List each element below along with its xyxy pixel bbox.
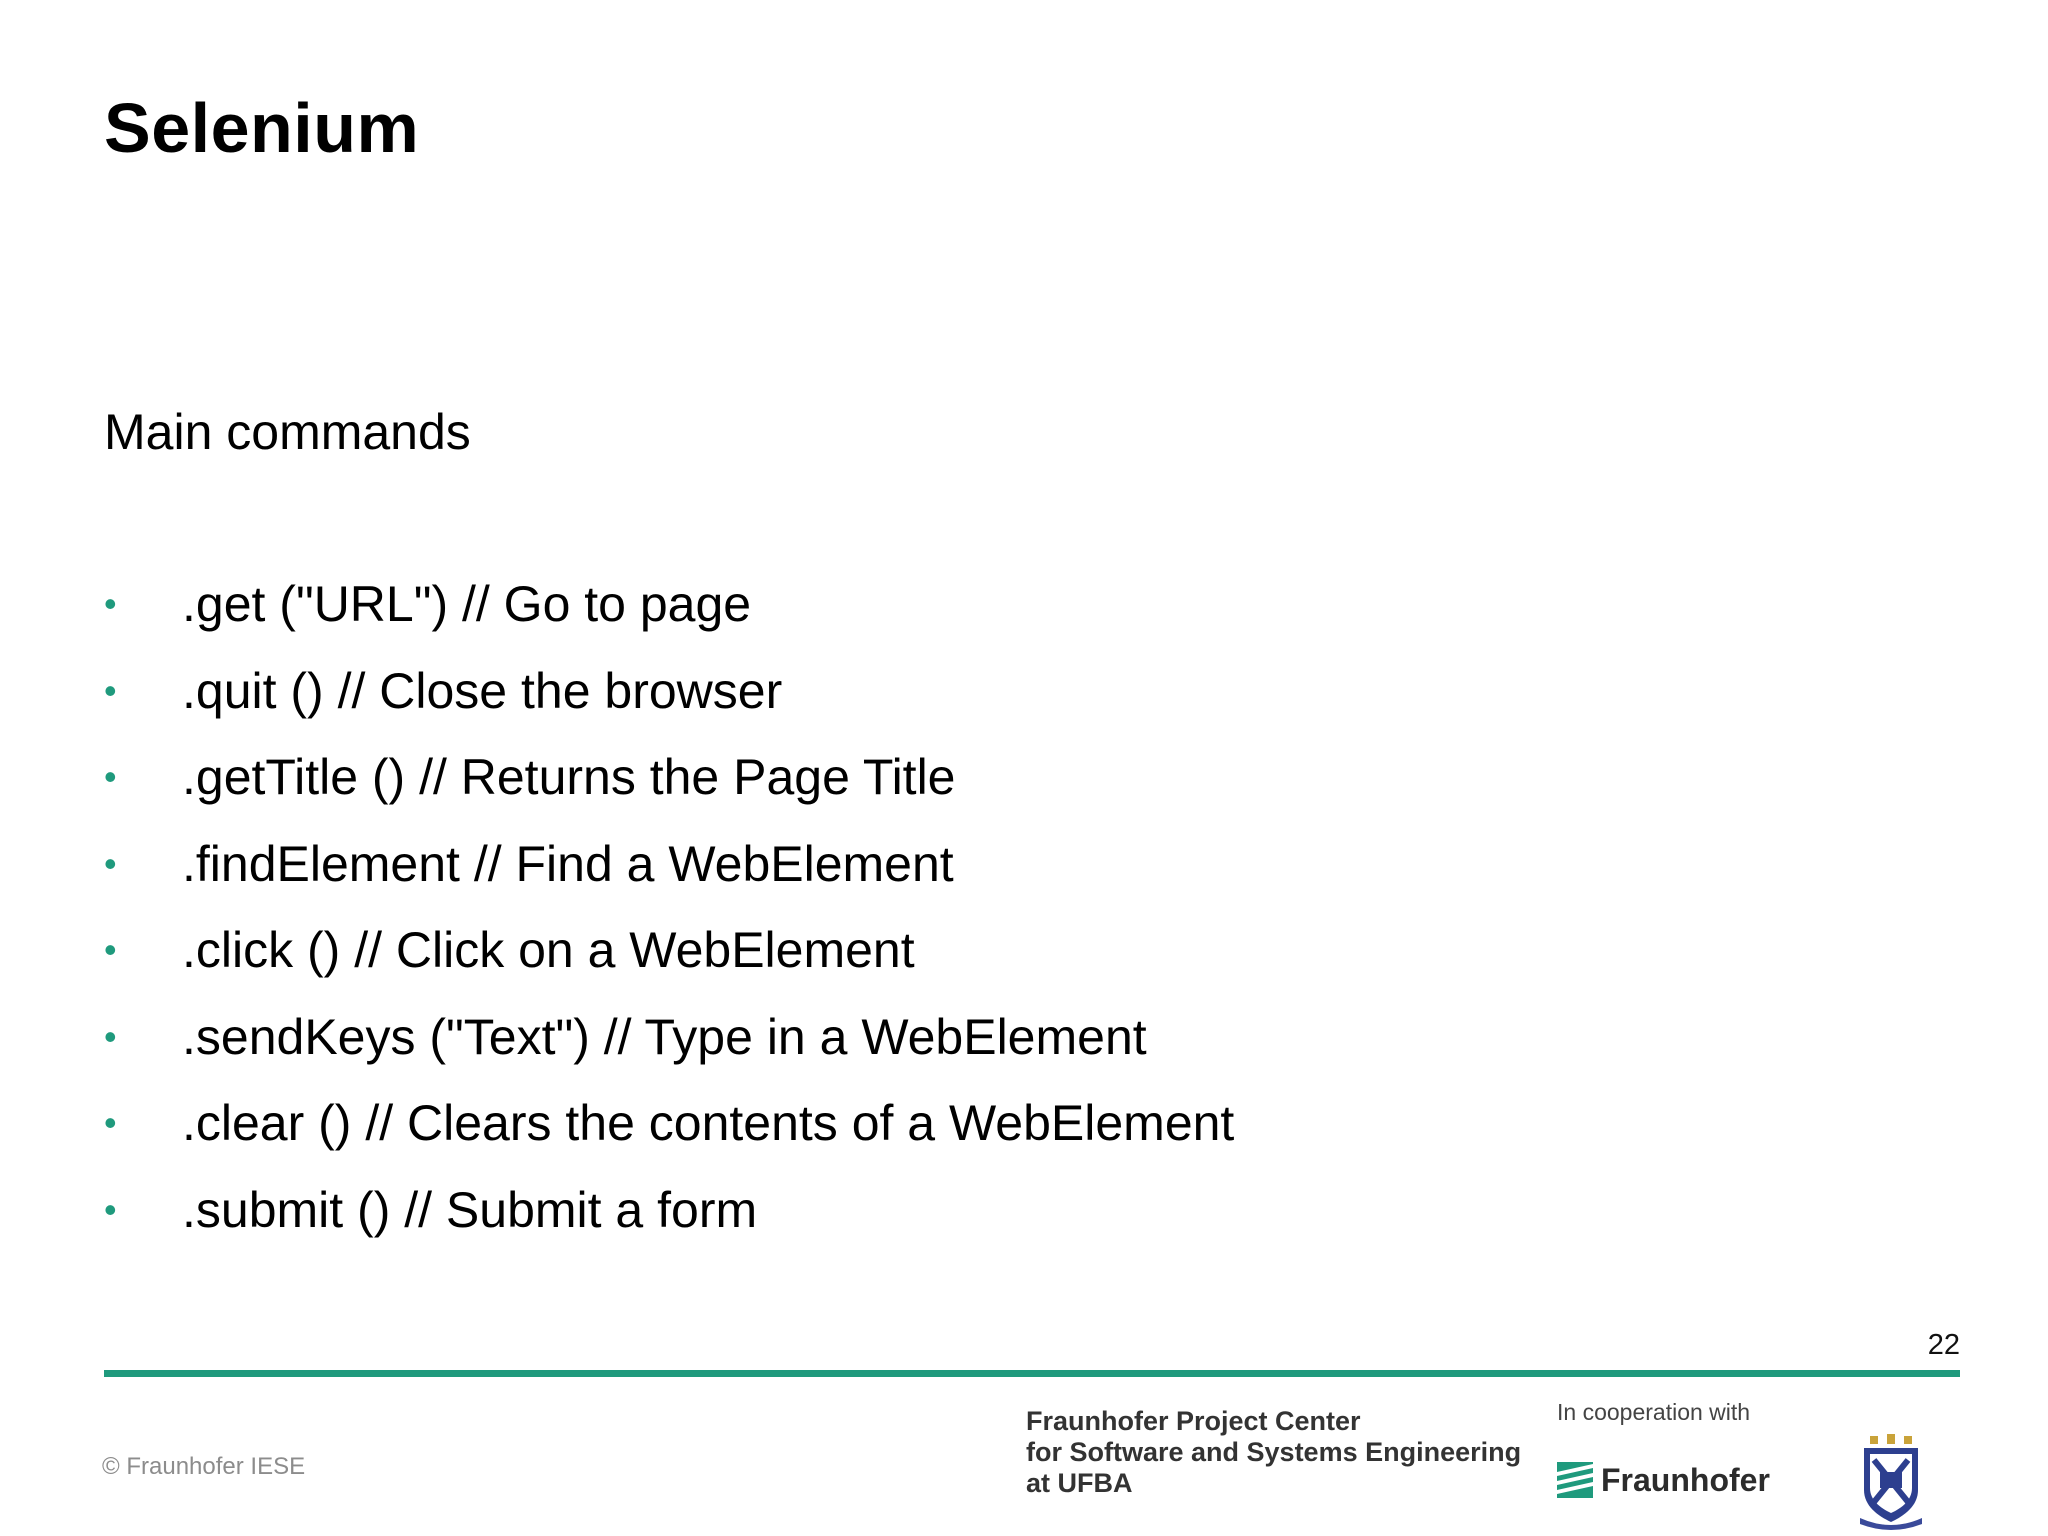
command-text: .quit () // Close the browser [182, 662, 783, 719]
bullet-icon: • [104, 842, 117, 884]
bullet-icon: • [104, 1188, 117, 1230]
bullet-icon: • [104, 1015, 117, 1057]
command-text: .getTitle () // Returns the Page Title [182, 749, 956, 805]
fraunhofer-logo-text: Fraunhofer [1601, 1462, 1770, 1498]
project-center-line: at UFBA [1026, 1468, 1133, 1498]
slide-subtitle: Main commands [104, 404, 471, 460]
footer-divider [104, 1370, 1960, 1377]
slide-title: Selenium [104, 89, 420, 167]
bullet-icon: • [104, 756, 117, 797]
command-text: .click () // Click on a WebElement [182, 922, 915, 978]
ufba-crest-icon [1856, 1432, 1926, 1532]
project-center-label [1026, 1406, 1521, 1499]
bullet-icon: • [104, 583, 117, 624]
command-text: .get ("URL") // Go to page [182, 576, 752, 632]
fraunhofer-logo [1557, 1460, 1770, 1500]
command-text: .findElement // Find a WebElement [182, 835, 954, 892]
page-number: 22 [1927, 1329, 1960, 1361]
project-center-line: for Software and Systems Engineering [1026, 1437, 1522, 1467]
bullet-icon: • [104, 929, 117, 970]
bullet-icon: • [104, 1102, 117, 1143]
fraunhofer-logo-icon [1557, 1462, 1593, 1498]
cooperation-label: In cooperation with [1557, 1399, 1751, 1425]
copyright-notice: © Fraunhofer IESE [102, 1453, 306, 1480]
command-text: .clear () // Clears the contents of a WebElement [182, 1095, 1235, 1151]
command-text: .submit () // Submit a form [182, 1181, 758, 1238]
project-center-line: Fraunhofer Project Center [1026, 1406, 1361, 1436]
command-text: .sendKeys ("Text") // Type in a WebElement [182, 1008, 1147, 1065]
bullet-icon: • [104, 669, 117, 711]
